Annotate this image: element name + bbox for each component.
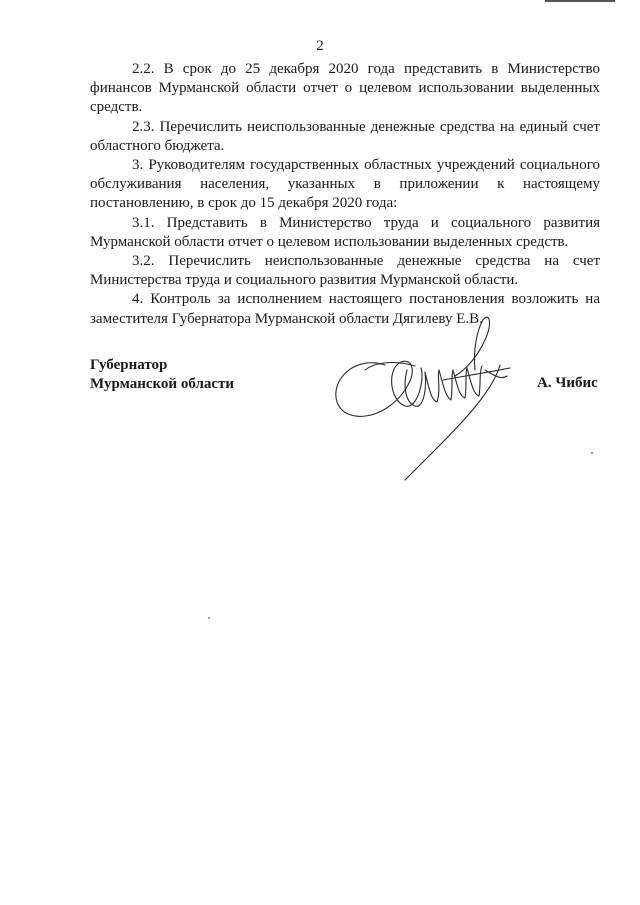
paragraph-2-2: 2.2. В срок до 25 декабря 2020 года представить в Министерство финансов Мурманской области отчет о целевом использовании выделенных средств.: [90, 61, 600, 116]
paragraph-3: 3. Руководителям государственных областных учреждений социального обслуживания населения, указанных в приложении к настоящему постановлению, в срок до 15 декабря 2020 года:: [90, 157, 600, 212]
paragraph-3-1: 3.1. Представить в Министерство труда и социального развития Мурманской области отчет о целевом использовании выделенных средств.: [90, 214, 600, 250]
page-number: 2: [316, 38, 324, 54]
signatory-title-line2: Мурманской области: [90, 376, 235, 392]
paragraph-3-2: 3.2. Перечислить неиспользованные денежные средства на счет Министерства труда и социального развития Мурманской области.: [90, 253, 600, 289]
document-body: [90, 60, 600, 329]
handwritten-signature: [325, 310, 525, 485]
signatory-title: [90, 356, 234, 394]
paragraph-4: 4. Контроль за исполнением настоящего постановления возложить на заместителя Губернатора Мурманской области Дягилеву Е.В.: [90, 291, 600, 327]
scan-speck: [208, 617, 210, 619]
signatory-name: А. Чибис: [537, 375, 598, 391]
paragraph-2-3: 2.3. Перечислить неиспользованные денежные средства на единый счет областного бюджета.: [90, 118, 600, 154]
scan-speck: [591, 452, 593, 454]
top-edge-mark: [545, 0, 615, 2]
signatory-title-line1: Губернатор: [90, 357, 168, 373]
